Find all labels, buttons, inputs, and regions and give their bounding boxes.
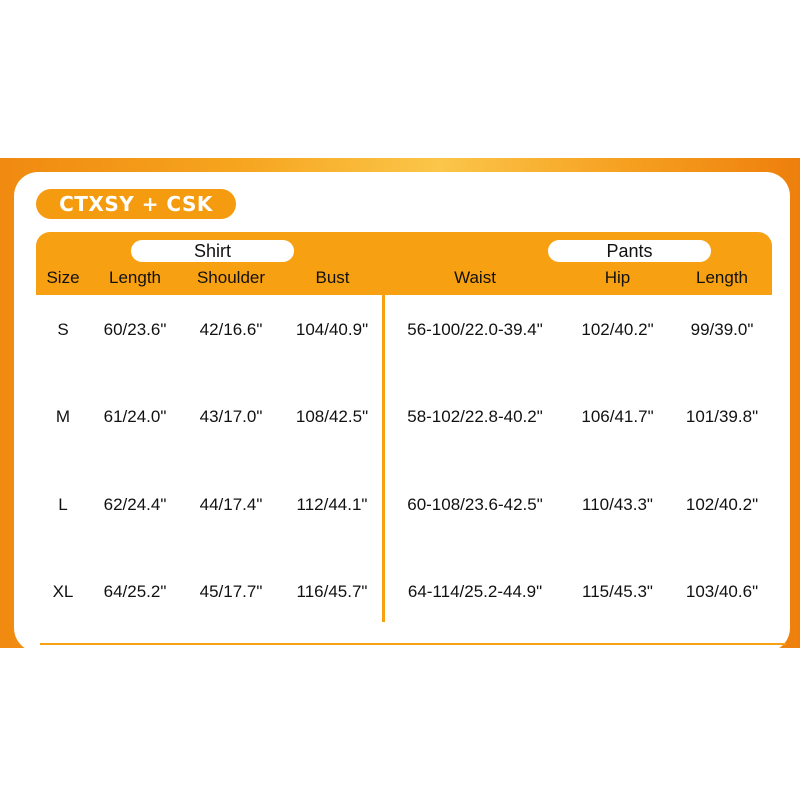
cell-pants-length: 99/39.0"	[690, 320, 754, 339]
header-waist: Waist	[454, 268, 496, 287]
cell-shoulder: 42/16.6"	[199, 320, 263, 339]
shirt-group-label: Shirt	[131, 240, 294, 262]
cell-pants-length: 103/40.6"	[685, 582, 759, 601]
header-pants-length: Length	[696, 268, 748, 287]
pants-group-label: Pants	[548, 240, 711, 262]
cell-shoulder: 45/17.7"	[199, 582, 263, 601]
cell-size: XL	[52, 582, 74, 601]
cell-waist: 58-102/22.8-40.2"	[407, 407, 543, 426]
cell-waist: 60-108/23.6-42.5"	[407, 495, 543, 514]
cell-hip: 115/45.3"	[582, 582, 653, 601]
header-size: Size	[46, 268, 80, 287]
cell-shirt-length: 64/25.2"	[103, 582, 167, 601]
cell-pants-length: 102/40.2"	[685, 495, 759, 514]
cell-shirt-length: 60/23.6"	[103, 320, 167, 339]
brand-label: CTXSY + CSK	[36, 189, 236, 219]
cell-shirt-length: 62/24.4"	[103, 495, 167, 514]
cell-hip: 102/40.2"	[581, 320, 654, 339]
cell-size: L	[58, 495, 68, 514]
header-bust: Bust	[315, 268, 350, 287]
cell-hip: 106/41.7"	[581, 407, 654, 426]
cell-shirt-length: 61/24.0"	[103, 407, 167, 426]
cell-bust: 116/45.7"	[296, 582, 368, 601]
header-shoulder: Shoulder	[196, 268, 266, 287]
column-divider	[382, 295, 385, 622]
cell-waist: 56-100/22.0-39.4"	[407, 320, 543, 339]
cell-shoulder: 44/17.4"	[199, 495, 263, 514]
cell-bust: 108/42.5"	[295, 407, 369, 426]
header-hip: Hip	[604, 268, 631, 287]
cell-pants-length: 101/39.8"	[685, 407, 759, 426]
cell-size: M	[55, 407, 71, 426]
cell-shoulder: 43/17.0"	[199, 407, 263, 426]
cell-waist: 64-114/25.2-44.9"	[407, 582, 543, 601]
cell-size: S	[57, 320, 69, 339]
header-shirt-length: Length	[109, 268, 161, 287]
bottom-rule	[40, 643, 786, 645]
cell-hip: 110/43.3"	[582, 495, 653, 514]
cell-bust: 104/40.9"	[295, 320, 369, 339]
cell-bust: 112/44.1"	[296, 495, 368, 514]
